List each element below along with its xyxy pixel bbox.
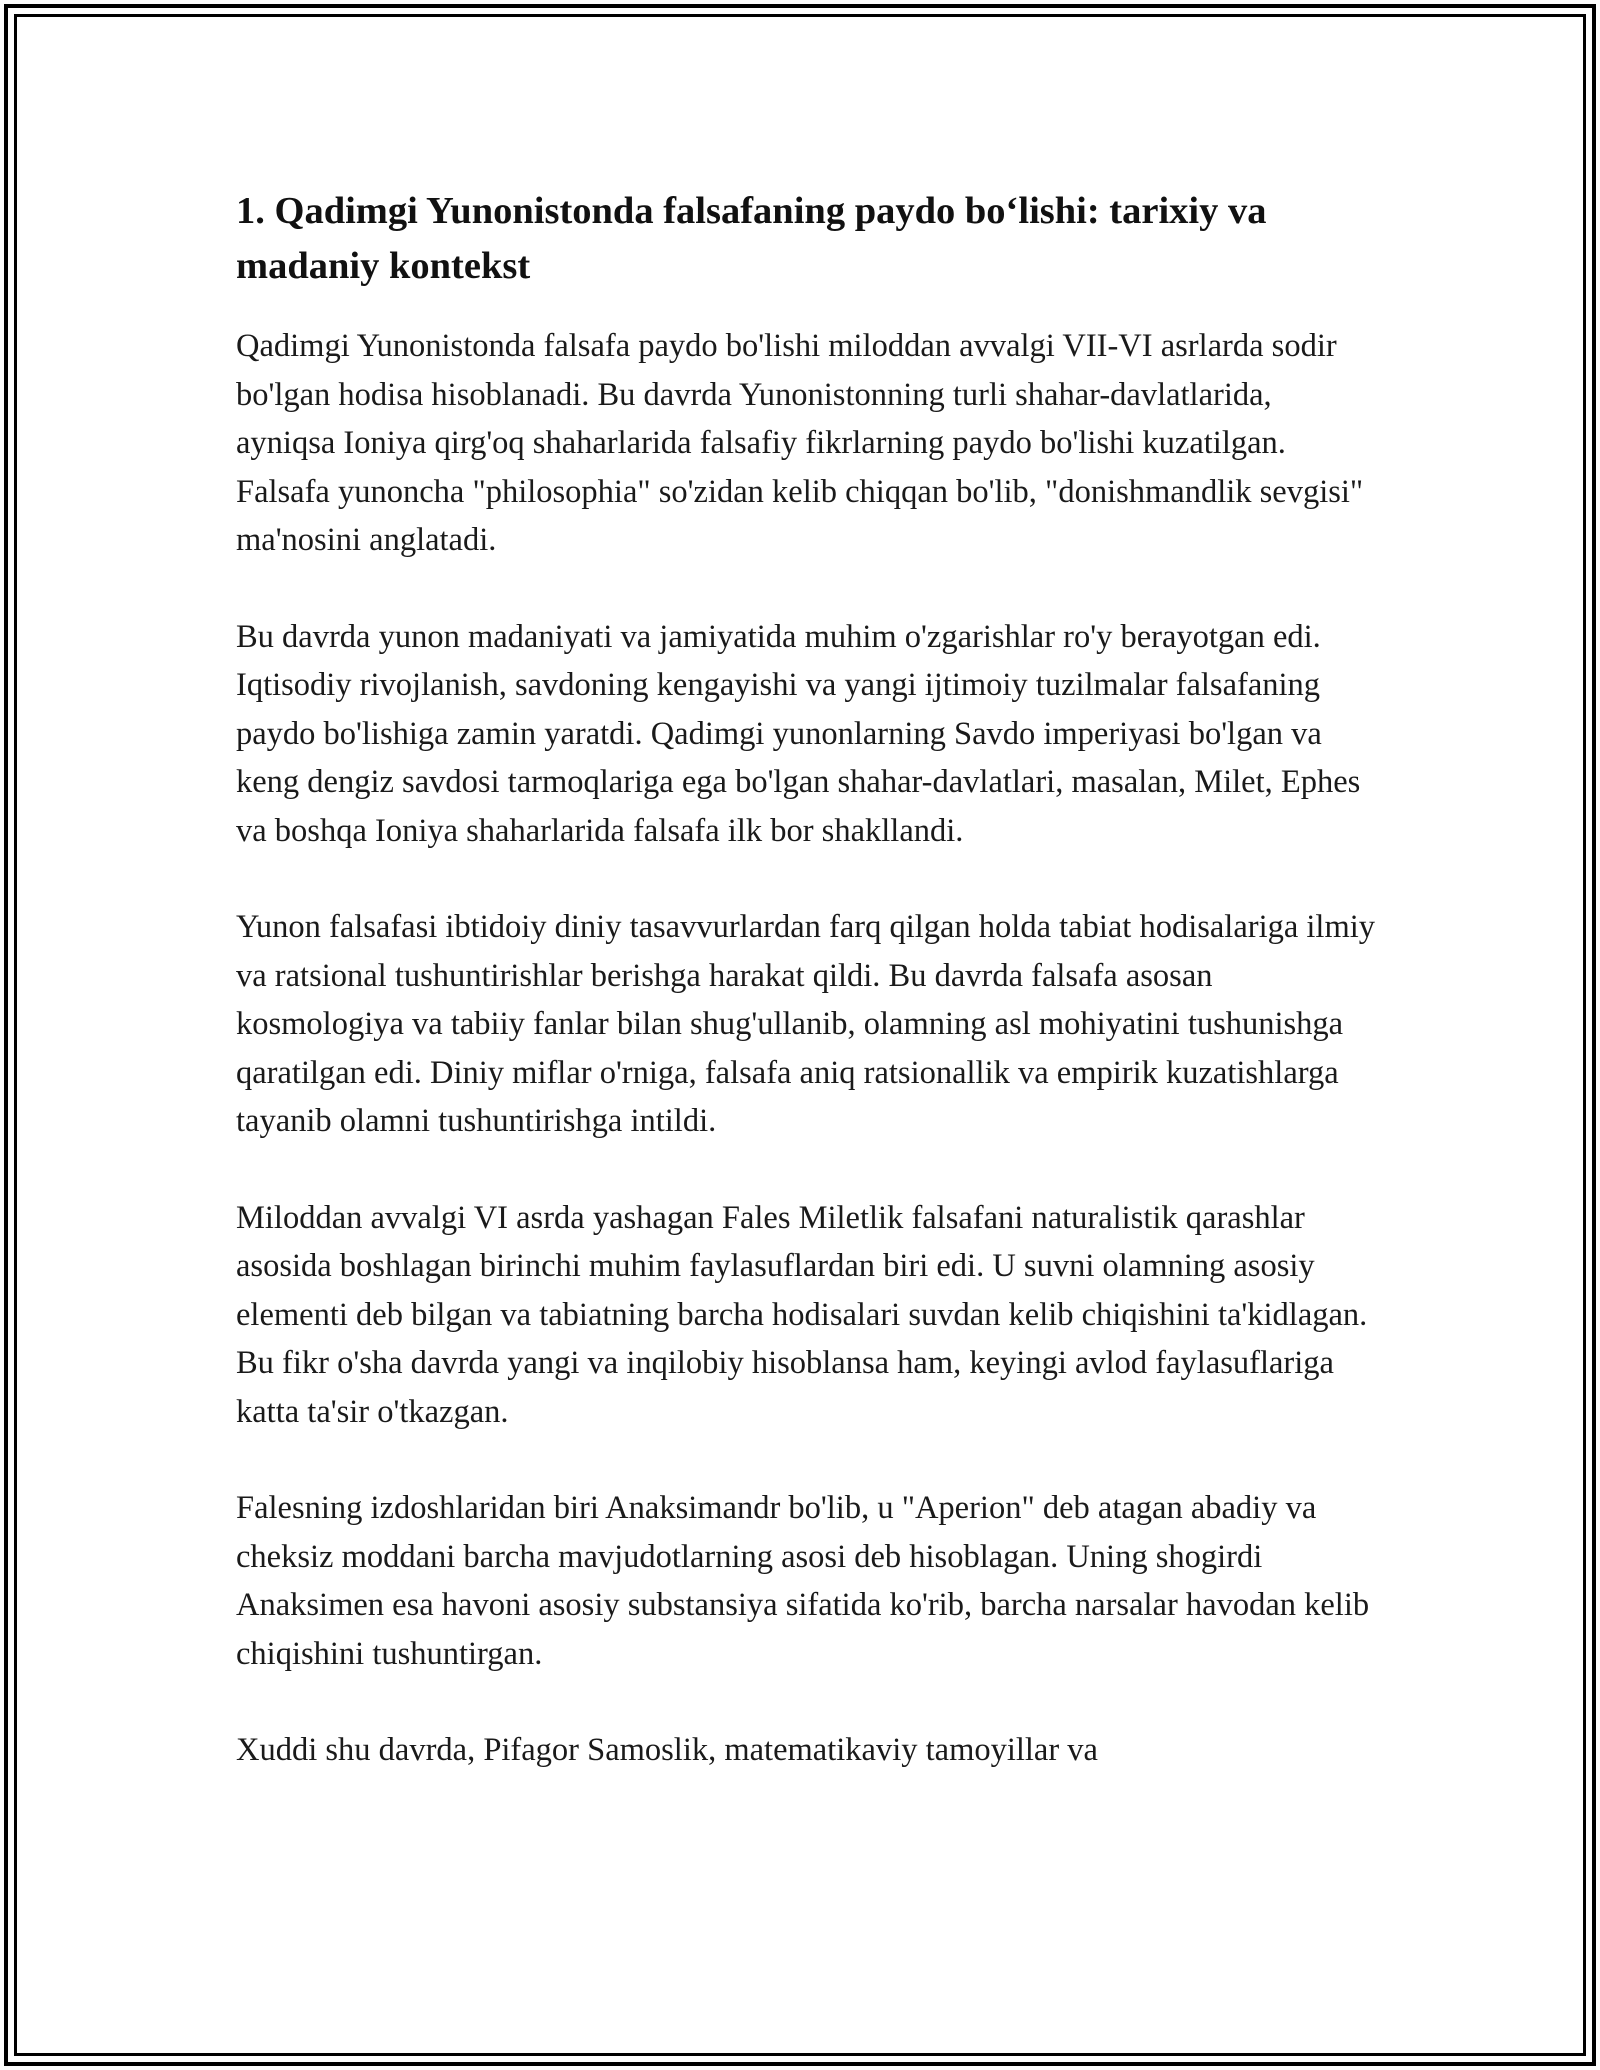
paragraph-3: Yunon falsafasi ibtidoiy diniy tasavvurlardan farq qilgan holda tabiat hodisalariga ilmiy va ratsional tushuntirishlar berishga harakat qildi. Bu davrda falsafa asosan kosmologiya va tabiiy fanlar bilan shug'ullanib, olamning asl mohiyatini tushunishga qaratilgan edi. Diniy miflar o'rniga, falsafa aniq ratsionallik va empirik kuzatishlarga tayanib olamni tushuntirishga intildi. [236,909,1376,1139]
section-heading: 1. Qadimgi Yunonistonda falsafaning paydo bo‘lishi: tarixiy va madaniy kontekst [236,190,1267,287]
paragraph-1: Qadimgi Yunonistonda falsafa paydo bo'lishi miloddan avvalgi VII-VI asrlarda sodir bo'lgan hodisa hisoblanadi. Bu davrda Yunonistonning turli shahar-davlatlarida, ayniqsa Ioniya qirg'oq shaharlarida falsafiy fikrlarning paydo bo'lishi kuzatilgan. Falsafa yunoncha "philosophia" so'zidan kelib chiqqan bo'lib, "donishmandlik sevgisi" ma'nosini anglatadi. [236,328,1364,558]
paragraph-5: Falesning izdoshlaridan biri Anaksimandr bo'lib, u "Aperion" deb atagan abadiy va cheksiz moddani barcha mavjudotlarning asosi deb hisoblagan. Uning shogirdi Anaksimen esa havoni asosiy substansiya sifatida ko'rib, barcha narsalar havodan kelib chiqishini tushuntirgan. [236,1490,1370,1672]
document-body [236,184,1376,1775]
paragraph-4: Miloddan avvalgi VI asrda yashagan Fales Miletlik falsafani naturalistik qarashlar asosida boshlagan birinchi muhim faylasuflardan biri edi. U suvni olamning asosiy elementi deb bilgan va tabiatning barcha hodisalari suvdan kelib chiqishini ta'kidlagan. Bu fikr o'sha davrda yangi va inqilobiy hisoblansa ham, keyingi avlod faylasuflariga katta ta'sir o'tkazgan. [236,1199,1368,1430]
paragraph-6: Xuddi shu davrda, Pifagor Samoslik, matematikaviy tamoyillar va [236,1732,1098,1768]
paragraph-2: Bu davrda yunon madaniyati va jamiyatida muhim o'zgarishlar ro'y berayotgan edi. Iqtisodiy rivojlanish, savdoning kengayishi va yangi ijtimoiy tuzilmalar falsafaning paydo bo'lishiga zamin yaratdi. Qadimgi yunonlarning Savdo imperiyasi bo'lgan va keng dengiz savdosi tarmoqlariga ega bo'lgan shahar-davlatlari, masalan, Milet, Ephes va boshqa Ioniya shaharlarida falsafa ilk bor shakllandi. [236,618,1361,849]
